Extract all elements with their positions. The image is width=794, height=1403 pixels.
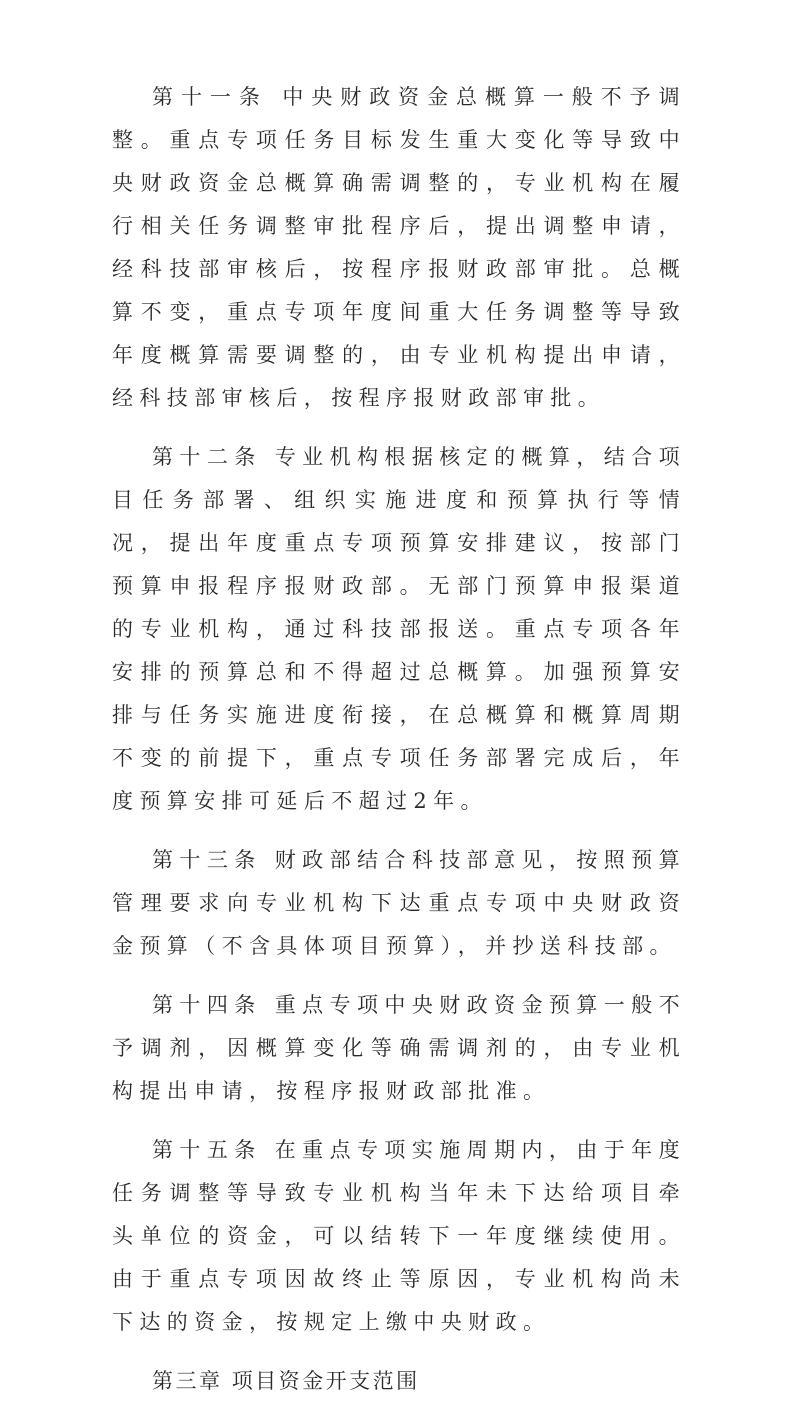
chapter-heading — [112, 1360, 686, 1403]
article-number: 第十二条 — [152, 445, 262, 469]
document-page — [112, 76, 686, 1403]
article-number: 第十三条 — [152, 848, 262, 872]
article-number: 第十四条 — [152, 993, 262, 1017]
article-text: 在重点专项实施周期内，由于年度任务调整等导致专业机构当年未下达给项目牵头单位的资金，可以结转下一年度继续使用。由于重点专项因故终止等原因，专业机构尚未下达的资金，按规定上缴中央财政。 — [112, 1138, 686, 1334]
chapter-title: 项目资金开支范围 — [231, 1369, 420, 1393]
article-text: 专业机构根据核定的概算，结合项目任务部署、组织实施进度和预算执行等情况，提出年度重点专项预算安排建议，按部门预算申报程序报财政部。无部门预算申报渠道的专业机构，通过科技部报送。重点专项各年安排的预算总和不得超过总概算。加强预算安排与任务实施进度衔接，在总概算和概算周期不变的前提下，重点专项任务部署完成后，年度预算安排可延后不超过2年。 — [112, 445, 686, 813]
article-text: 财政部结合科技部意见，按照预算管理要求向专业机构下达重点专项中央财政资金预算（不含具体项目预算），并抄送科技部。 — [112, 848, 686, 958]
article-number: 第十五条 — [152, 1138, 262, 1162]
article-text: 重点专项中央财政资金预算一般不予调剂，因概算变化等确需调剂的，由专业机构提出申请，按程序报财政部批准。 — [112, 993, 686, 1103]
article-11-paragraph — [112, 76, 686, 420]
article-12-paragraph — [112, 436, 686, 823]
article-14-paragraph — [112, 984, 686, 1113]
chapter-number: 第三章 — [152, 1369, 223, 1393]
article-13-paragraph — [112, 839, 686, 968]
article-number: 第十一条 — [152, 85, 268, 109]
article-text: 中央财政资金总概算一般不予调整。重点专项任务目标发生重大变化等导致中央财政资金总概算确需调整的，专业机构在履行相关任务调整审批程序后，提出调整申请，经科技部审核后，按程序报财政部审批。总概算不变，重点专项年度间重大任务调整等导致年度概算需要调整的，由专业机构提出申请，经科技部审核后，按程序报财政部审批。 — [112, 85, 686, 410]
article-15-paragraph — [112, 1129, 686, 1344]
